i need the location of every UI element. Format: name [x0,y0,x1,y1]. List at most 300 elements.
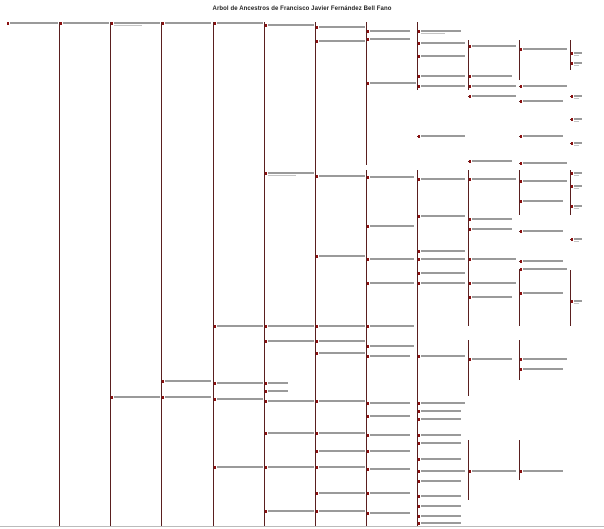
entry-text [574,172,582,174]
ancestor-entry [469,178,516,181]
person-marker-icon [367,38,369,41]
person-marker-icon [162,380,164,383]
connector-tick [519,101,520,102]
entry-text [319,492,365,494]
entry-text [370,468,410,470]
ancestor-entry [469,95,516,98]
connector-tick [417,523,418,524]
connector-line [161,22,162,396]
entry-text [421,410,461,412]
ancestor-entry [367,434,410,437]
entry-text [421,355,465,357]
connector-tick [213,399,214,400]
person-marker-icon [265,325,267,328]
connector-tick [315,176,316,177]
entry-text [472,178,516,180]
ancestor-entry [520,135,563,138]
connector-tick [161,381,162,382]
person-marker-icon [469,95,471,98]
ancestor-entry [265,325,314,328]
entry-text [523,470,563,472]
connector-tick [417,419,418,420]
ancestor-entry [265,382,288,385]
connector-tick [417,56,418,57]
ancestor-entry [469,228,512,231]
entry-text [523,135,563,137]
connector-tick [519,181,520,182]
person-marker-icon [367,345,369,348]
connector-tick [468,359,469,360]
person-marker-icon [469,228,471,231]
connector-tick [468,219,469,220]
connector-line [570,270,571,326]
connector-tick [366,259,367,260]
connector-tick [519,359,520,360]
person-marker-icon [418,355,420,358]
ancestor-entry [367,282,414,285]
person-marker-icon [367,225,369,228]
connector-tick [264,173,265,174]
connector-tick [468,259,469,260]
entry-text-second-line [574,175,579,176]
person-marker-icon [418,75,420,78]
person-marker-icon [316,400,318,403]
connector-line [264,170,265,326]
person-marker-icon [418,135,420,138]
person-marker-icon [316,432,318,435]
ancestor-entry [469,160,512,163]
entry-text [472,160,512,162]
connector-line [570,40,571,70]
connector-tick [366,83,367,84]
person-marker-icon [265,510,267,513]
connector-line [366,22,367,165]
connector-tick [570,53,571,54]
ancestor-entry [520,180,567,183]
ancestor-entry [265,400,314,403]
person-marker-icon [60,22,62,25]
connector-tick [417,443,418,444]
ancestor-entry [418,215,465,218]
connector-tick [366,493,367,494]
entry-text [319,340,365,342]
connector-tick [417,506,418,507]
ancestor-entry [367,355,410,358]
person-marker-icon [367,492,369,495]
person-marker-icon [418,418,420,421]
connector-tick [570,63,571,64]
entry-text [370,82,416,84]
person-marker-icon [111,396,113,399]
ancestor-entry [367,450,410,453]
entry-text [370,345,414,347]
ancestor-entry [214,22,263,25]
ancestor-entry [418,418,461,421]
entry-text [472,228,512,230]
connector-tick [366,283,367,284]
entry-text [421,30,461,32]
entry-text [370,282,414,284]
connector-tick [519,49,520,50]
ancestor-entry [469,282,516,285]
ancestor-entry [214,325,263,328]
entry-text [421,470,465,472]
person-marker-icon [418,402,420,405]
connector-line [468,340,469,396]
person-marker-icon [418,272,420,275]
connector-tick [213,326,214,327]
connector-tick [264,25,265,26]
ancestor-entry [214,398,263,401]
ancestor-entry [418,75,465,78]
person-marker-icon [520,162,522,165]
ancestor-entry [316,26,365,29]
person-marker-icon [418,178,420,181]
entry-text [421,215,465,217]
entry-text [574,52,582,54]
ancestor-entry [520,48,567,51]
person-marker-icon [520,358,522,361]
ancestor-entry [418,515,461,518]
entry-text-second-line [574,145,579,146]
connector-line [264,396,265,526]
person-marker-icon [316,255,318,258]
person-marker-icon [367,176,369,179]
entry-text [421,505,461,507]
connector-tick [213,467,214,468]
person-marker-icon [520,48,522,51]
ancestor-entry [571,95,582,98]
entry-text [370,258,414,260]
person-marker-icon [316,26,318,29]
entry-text [472,258,516,260]
ancestor-entry [367,415,410,418]
connector-tick [366,31,367,32]
person-marker-icon [469,218,471,221]
connector-tick [519,231,520,232]
connector-tick [366,226,367,227]
entry-text [63,22,109,24]
ancestor-entry [367,512,410,515]
person-marker-icon [418,458,420,461]
ancestor-entry [469,470,516,473]
entry-text-second-line [574,65,579,66]
connector-tick [468,229,469,230]
ancestor-entry [418,458,461,461]
entry-text [370,176,414,178]
connector-tick [315,256,316,257]
ancestor-entry [316,466,365,469]
entry-text [472,470,516,472]
ancestor-entry [367,345,414,348]
connector-tick [264,511,265,512]
person-marker-icon [418,410,420,413]
entry-text [574,300,582,302]
person-marker-icon [265,172,267,175]
person-marker-icon [214,325,216,328]
entry-text [217,398,263,400]
connector-tick [468,86,469,87]
connector-tick [570,186,571,187]
person-marker-icon [367,30,369,33]
ancestor-entry [265,510,314,513]
entry-text [268,24,314,26]
ancestor-entry [571,62,582,65]
person-marker-icon [520,292,522,295]
entry-text [421,135,465,137]
entry-text [319,450,365,452]
connector-tick [570,239,571,240]
connector-tick [417,471,418,472]
person-marker-icon [316,40,318,43]
ancestor-entry [367,82,416,85]
ancestor-entry [60,22,109,25]
entry-text [421,442,461,444]
person-marker-icon [367,468,369,471]
person-marker-icon [111,22,113,25]
ancestor-entry [418,402,465,405]
person-marker-icon [265,466,267,469]
ancestor-entry [418,42,465,45]
person-marker-icon [520,85,522,88]
connector-tick [264,383,265,384]
person-marker-icon [265,390,267,393]
person-marker-icon [571,52,573,55]
connector-tick [315,401,316,402]
entry-text [370,38,410,40]
connector-tick [315,326,316,327]
person-marker-icon [265,432,267,435]
connector-tick [315,511,316,512]
person-marker-icon [571,118,573,121]
entry-text [523,200,563,202]
entry-text [472,75,512,77]
connector-tick [417,216,418,217]
person-marker-icon [520,368,522,371]
ancestor-entry [162,396,211,399]
ancestor-entry [418,470,465,473]
person-marker-icon [367,434,369,437]
connector-line [315,326,316,396]
entry-text [370,492,410,494]
entry-text [370,450,410,452]
entry-text [421,480,461,482]
person-marker-icon [418,522,420,525]
person-marker-icon [418,282,420,285]
connector-tick [213,383,214,384]
connector-tick [315,341,316,342]
person-marker-icon [418,442,420,445]
connector-line [213,326,214,396]
connector-tick [519,471,520,472]
entry-text [472,296,512,298]
connector-line [315,396,316,526]
ancestor-entry [316,400,365,403]
person-marker-icon [571,238,573,241]
person-marker-icon [316,450,318,453]
ancestor-entry [520,268,567,271]
entry-text [421,282,465,284]
entry-text [268,510,314,512]
entry-text [523,100,563,102]
person-marker-icon [469,85,471,88]
ancestor-entry [469,45,516,48]
entry-text [268,172,314,174]
connector-tick [59,23,60,24]
connector-tick [468,297,469,298]
person-marker-icon [418,55,420,58]
ancestor-entry [469,85,516,88]
person-marker-icon [469,470,471,473]
entry-text-second-line [574,55,579,56]
entry-text [421,250,465,252]
connector-tick [315,493,316,494]
person-marker-icon [469,160,471,163]
connector-tick [417,459,418,460]
entry-text [523,48,567,50]
person-marker-icon [316,175,318,178]
connector-tick [315,41,316,42]
connector-tick [570,173,571,174]
entry-text [421,178,465,180]
entry-text [472,282,516,284]
entry-text [319,466,365,468]
person-marker-icon [367,82,369,85]
connector-tick [315,467,316,468]
connector-line [519,440,520,480]
entry-text [421,402,465,404]
entry-text [319,175,365,177]
entry-text [574,95,582,97]
connector-tick [315,27,316,28]
entry-text [319,432,365,434]
person-marker-icon [367,325,369,328]
entry-text [523,162,567,164]
connector-line [366,170,367,270]
entry-text [574,238,582,240]
entry-text [114,396,160,398]
connector-line [59,22,60,526]
connector-line [264,326,265,396]
connector-tick [417,259,418,260]
ancestor-entry [265,466,314,469]
entry-text [523,368,563,370]
connector-tick [570,96,571,97]
ancestor-entry [520,368,563,371]
entry-text [421,458,461,460]
connector-tick [417,76,418,77]
person-marker-icon [520,470,522,473]
person-marker-icon [418,495,420,498]
connector-tick [417,403,418,404]
connector-tick [519,136,520,137]
connector-tick [366,451,367,452]
person-marker-icon [520,260,522,263]
ancestor-entry [367,225,414,228]
ancestor-entry [418,55,465,58]
ancestor-entry [367,402,410,405]
person-marker-icon [469,75,471,78]
person-marker-icon [316,340,318,343]
ancestor-entry [418,272,465,275]
person-marker-icon [520,230,522,233]
person-marker-icon [418,258,420,261]
connector-line [110,22,111,526]
entry-text [217,22,263,24]
person-marker-icon [214,398,216,401]
person-marker-icon [571,142,573,145]
person-marker-icon [418,215,420,218]
entry-text [370,415,410,417]
connector-tick [110,397,111,398]
connector-tick [519,269,520,270]
connector-tick [264,391,265,392]
connector-tick [468,179,469,180]
entry-text [370,325,414,327]
entry-text [165,22,211,24]
person-marker-icon [469,258,471,261]
person-marker-icon [316,325,318,328]
entry-text [319,255,365,257]
connector-tick [264,467,265,468]
entry-text [370,402,410,404]
entry-text [319,510,365,512]
entry-text [574,142,582,144]
ancestor-entry [520,260,563,263]
connector-tick [366,403,367,404]
ancestor-entry [418,434,461,437]
ancestor-entry [367,325,414,328]
ancestor-entry [367,176,414,179]
entry-text [421,522,461,524]
ancestor-entry [469,358,512,361]
ancestor-entry [469,218,512,221]
entry-text [217,466,263,468]
person-marker-icon [7,22,9,25]
connector-tick [417,496,418,497]
ancestor-entry [571,238,582,241]
ancestor-entry [418,85,465,88]
connector-tick [519,369,520,370]
connector-tick [417,516,418,517]
person-marker-icon [418,480,420,483]
entry-text [319,40,365,42]
person-marker-icon [265,24,267,27]
ancestor-entry [571,118,582,121]
connector-line [519,40,520,80]
connector-line [366,326,367,396]
person-marker-icon [214,22,216,25]
ancestor-entry [571,205,582,208]
entry-text [523,85,567,87]
page-divider [0,526,604,527]
ancestor-entry [316,325,365,328]
person-marker-icon [367,402,369,405]
person-marker-icon [469,45,471,48]
connector-tick [264,433,265,434]
person-marker-icon [469,296,471,299]
entry-text [268,340,314,342]
person-marker-icon [418,250,420,253]
person-marker-icon [571,205,573,208]
connector-tick [570,143,571,144]
person-marker-icon [571,172,573,175]
ancestor-entry [520,230,563,233]
entry-text-second-line [268,175,296,176]
entry-text [421,515,461,517]
connector-line [315,170,316,326]
connector-tick [161,23,162,24]
